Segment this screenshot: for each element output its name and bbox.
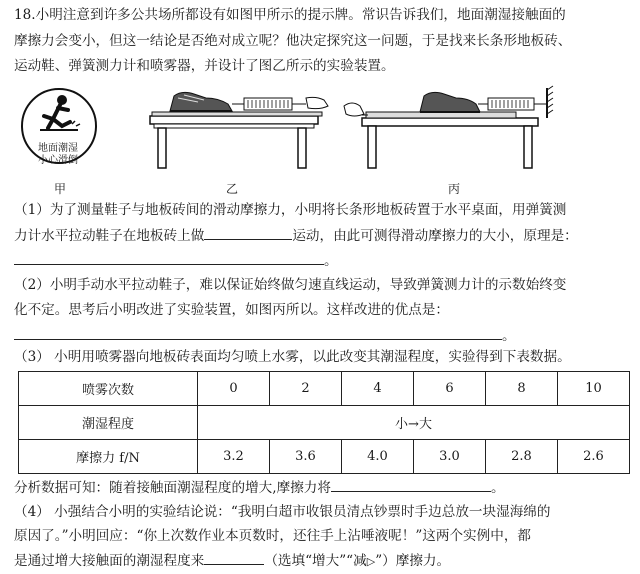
table-cell: 0 xyxy=(198,372,270,406)
table-cell: 10 xyxy=(558,372,630,406)
table-cell: 8 xyxy=(486,372,558,406)
table-cell: 2.8 xyxy=(486,440,558,474)
part2-line-3 xyxy=(14,325,630,346)
part4-text-a: 是通过增大接触面的潮湿程度来 xyxy=(14,553,205,569)
desk-top xyxy=(362,118,538,126)
part3-line-1: （3） 小明用喷雾器向地板砖表面均匀喷上水雾，以此改变其潮湿程度，实验得到下表数据。 xyxy=(14,349,571,365)
question-intro-line-3: 运动鞋、弹簧测力计和喷雾器，并设计了图乙所示的实验装置。 xyxy=(14,58,395,74)
analysis-end: 。 xyxy=(490,480,505,496)
hand-icon xyxy=(306,97,328,108)
row2-label: 潮湿程度 xyxy=(19,406,198,440)
part1-text-b: 运动，由此可测得滑动摩擦力的大小，原理是： xyxy=(292,228,578,244)
sign-text-line-2: 小心滑倒 xyxy=(38,155,78,166)
figure-bing-apparatus xyxy=(342,84,556,174)
data-table xyxy=(18,371,630,474)
analysis-blank[interactable] xyxy=(331,477,491,492)
table-cell: 3.0 xyxy=(414,440,486,474)
table-cell: 3.6 xyxy=(270,440,342,474)
table-cell: 2.6 xyxy=(558,440,630,474)
part4-line-3 xyxy=(14,550,630,572)
part1-text-a: 力计水平拉动鞋子在地板砖上做 xyxy=(14,228,205,244)
figure-yi-apparatus xyxy=(148,84,334,174)
question-intro-line-2: 摩擦力会变小，但这一结论是否绝对成立呢？他决定探究这一问题，于是找来长条形地板砖、 xyxy=(14,33,572,49)
table-cell: 2 xyxy=(270,372,342,406)
part1-blank-motion[interactable] xyxy=(204,225,292,240)
table-row xyxy=(19,440,630,474)
row1-label: 喷雾次数 xyxy=(19,372,198,406)
question-intro-line-1: 18.小明注意到许多公共场所都设有如图甲所示的提示牌。常识告诉我们，地面潮湿接触面的 xyxy=(14,7,566,23)
part4-line-2: 原因了。”小明回应：“你上次数作业本页数时，还往手上沾唾液呢！”这两个实例中，都 xyxy=(14,528,532,544)
part1-line3-end: 。 xyxy=(324,253,338,269)
shoe-icon xyxy=(170,92,232,111)
part1-blank-principle[interactable] xyxy=(14,250,324,265)
table-cell: 6 xyxy=(414,372,486,406)
table-row xyxy=(19,406,630,440)
figure-label-yi: 乙 xyxy=(226,182,239,196)
table-cell: 3.2 xyxy=(198,440,270,474)
table-cell: 4.0 xyxy=(342,440,414,474)
table-row xyxy=(19,372,630,406)
spring-scale-icon xyxy=(488,98,534,110)
figure-label-jia: 甲 xyxy=(54,182,67,196)
sign-text xyxy=(26,143,90,167)
shoe-icon xyxy=(420,92,480,112)
hand-icon xyxy=(344,103,364,116)
part1-line-1: （1）为了测量鞋子与地板砖间的滑动摩擦力，小明将长条形地板砖置于水平桌面，用弹簧测 xyxy=(14,202,567,218)
part4-line-1: （4） 小强结合小明的实验结论说：“我明白超市收银员清点钞票时手边总放一块湿海绵的 xyxy=(14,504,551,520)
sign-text-line-1: 地面潮湿 xyxy=(38,143,78,154)
part2-line-2: 化不定。思考后小明改进了实验装置，如图丙所以。这样改进的优点是： xyxy=(14,302,449,318)
row3-label: 摩擦力 f/N xyxy=(19,440,198,474)
part4-text-b: （选填“增大”“减 xyxy=(264,553,367,569)
part2-line3-end: 。 xyxy=(502,328,516,344)
figure-label-bing: 丙 xyxy=(448,182,461,196)
row2-value: 小→大 xyxy=(198,406,630,440)
desk-top xyxy=(150,116,318,124)
part1-line-3 xyxy=(14,250,630,271)
analysis-text: 分析数据可知：随着接触面潮湿程度的增大,摩擦力将 xyxy=(14,480,331,496)
part1-line-2 xyxy=(14,225,630,246)
part4-text-c: ”）摩擦力。 xyxy=(375,553,451,569)
table-cell: 4 xyxy=(342,372,414,406)
small-glyph-icon: ▷ xyxy=(366,555,376,568)
part2-blank-advantage[interactable] xyxy=(14,325,502,340)
analysis-line xyxy=(14,477,630,498)
part4-blank[interactable] xyxy=(204,550,264,565)
part2-line-1: （2）小明手动水平拉动鞋子，难以保证始终做匀速直线运动，导致弹簧测力计的示数始终变 xyxy=(14,277,567,293)
